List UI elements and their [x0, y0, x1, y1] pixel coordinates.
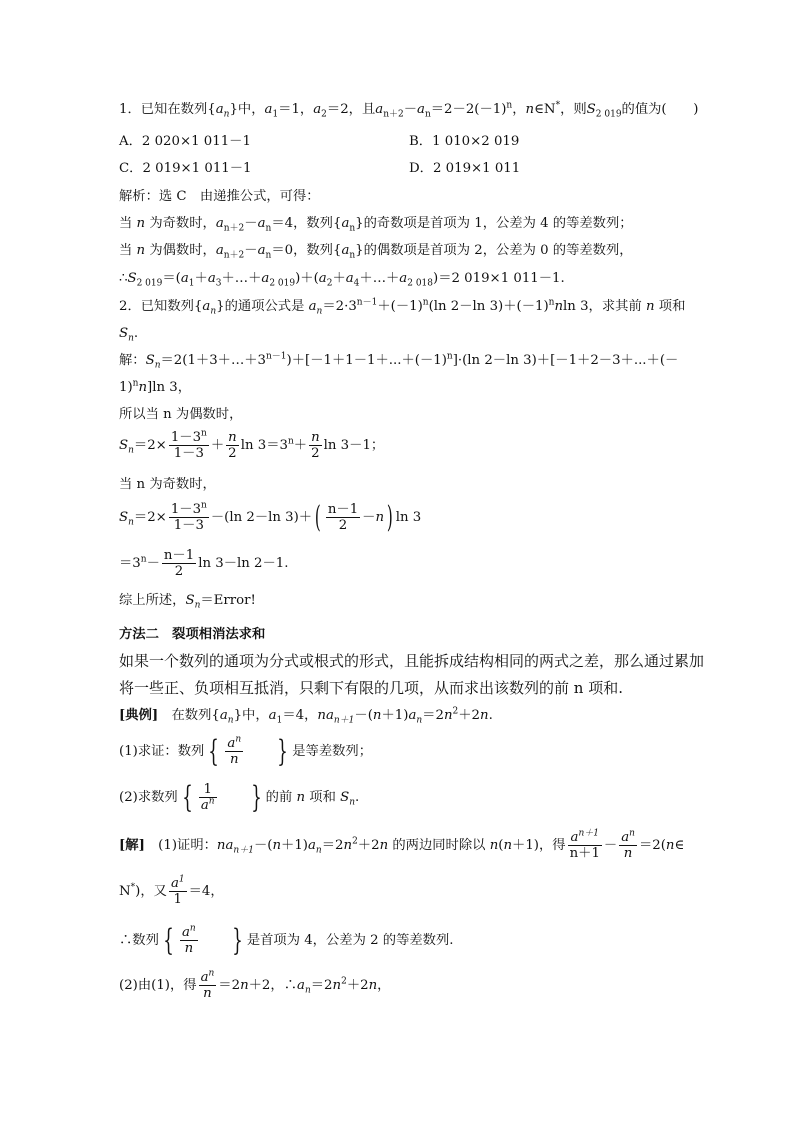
text: ln 3－ln 2－1.	[198, 556, 289, 571]
text: n＋2	[223, 223, 245, 234]
text: n	[208, 796, 215, 807]
solution-line2	[119, 876, 224, 907]
text: (	[498, 838, 504, 853]
fraction	[169, 876, 187, 907]
denominator: 2	[174, 564, 184, 579]
numerator	[180, 925, 198, 941]
text: ∈	[674, 838, 685, 853]
text: a	[257, 216, 266, 231]
text: S	[119, 510, 129, 525]
text: 2 019	[136, 278, 163, 289]
option-d: D．2 019×1 011	[409, 161, 521, 176]
text: a	[375, 102, 384, 117]
text: a	[417, 102, 425, 117]
text: a	[570, 830, 579, 845]
text: n	[128, 445, 134, 456]
text: n	[349, 223, 356, 234]
text: 在数列{	[158, 708, 220, 723]
denominator: 1－3	[173, 446, 204, 461]
q2-stem-line1	[119, 298, 685, 316]
text: ＝2(1＋3＋…＋3	[160, 353, 267, 368]
text: n	[379, 838, 389, 853]
text: n	[525, 102, 535, 117]
text: .	[133, 326, 139, 341]
text: n	[210, 306, 217, 317]
fraction	[568, 830, 602, 861]
text: *	[130, 882, 136, 893]
numerator	[169, 430, 209, 446]
text: ＋…＋	[221, 271, 262, 286]
denominator: n	[623, 846, 633, 861]
numerator: 1	[199, 782, 217, 798]
text: n	[296, 790, 306, 805]
text: 2 019	[595, 109, 622, 120]
even-case-formula	[119, 430, 384, 461]
text: n	[506, 100, 513, 111]
text: ＝2(	[638, 838, 666, 853]
text: a	[264, 102, 273, 117]
text: ＝Error!	[200, 593, 256, 608]
text: n	[138, 380, 148, 395]
q2-stem-line2	[119, 325, 138, 343]
numerator	[169, 876, 187, 892]
text: ＋	[332, 271, 346, 286]
text: )＋(	[295, 271, 319, 286]
example-part1	[119, 733, 373, 769]
text: n	[201, 500, 207, 511]
text: a	[200, 970, 209, 985]
text: n	[128, 333, 134, 344]
text: a	[261, 271, 270, 286]
text: n	[128, 517, 134, 528]
text: ，则	[560, 102, 587, 117]
option-b: B．1 010×2 019	[409, 134, 520, 149]
text: n	[136, 216, 146, 231]
text: ，	[512, 102, 526, 117]
text: ＋	[210, 438, 225, 453]
text: ＋	[194, 271, 208, 286]
text: n	[140, 554, 147, 565]
text: 1	[178, 874, 185, 885]
text: a	[621, 830, 630, 845]
method-para-line1: 如果一个数列的通项为分式或根式的形式，且能拆成结构相同的两式之差，那么通过累加	[119, 652, 705, 670]
text: a	[297, 978, 305, 993]
text: 4	[353, 278, 360, 289]
text: －	[244, 243, 258, 258]
analysis-odd-line	[119, 215, 633, 233]
text: [解]	[119, 838, 145, 853]
numerator: n－1	[163, 548, 195, 563]
text: －(	[253, 838, 273, 853]
text: ＋(－1)	[377, 299, 423, 314]
fraction	[199, 970, 217, 1001]
text: a	[341, 216, 350, 231]
left-paren: (	[315, 499, 321, 535]
text: n	[132, 378, 139, 389]
text: n	[424, 109, 431, 120]
method-heading: 方法二 裂项相消法求和	[119, 627, 266, 642]
text: n	[189, 923, 196, 934]
text: a	[257, 243, 266, 258]
text: n	[315, 845, 322, 856]
text: ＝2	[422, 708, 444, 723]
text: 1	[272, 109, 279, 120]
odd-case-result	[119, 548, 288, 579]
text: n	[489, 838, 499, 853]
denominator: n	[230, 752, 239, 767]
numerator	[225, 736, 243, 752]
text: N	[119, 884, 131, 899]
text: a	[345, 271, 354, 286]
left-brace: {	[163, 922, 174, 958]
solution-line4	[119, 970, 390, 1001]
denominator: n	[184, 941, 194, 956]
text: n＋2	[383, 109, 404, 120]
text: n	[548, 297, 555, 308]
text: a	[170, 876, 179, 891]
text: ∴	[119, 271, 128, 286]
text: ∴数列	[119, 933, 159, 948]
text: n	[208, 968, 215, 979]
text: n	[265, 223, 272, 234]
left-brace: {	[208, 733, 220, 769]
text: 1	[276, 715, 283, 726]
text: 3	[215, 278, 222, 289]
text: }中，	[233, 708, 269, 723]
text: }的偶数项是首项为 2，公差为 0 的等差数列，	[355, 243, 633, 258]
text: a	[307, 838, 316, 853]
analysis-label: 解析：选 C 由递推公式，可得：	[119, 189, 320, 204]
text: n	[194, 600, 201, 611]
text: S	[586, 102, 596, 117]
text: a	[219, 708, 228, 723]
denominator: 2	[228, 446, 237, 461]
text: ＋2，∴	[248, 978, 297, 993]
text: ]ln 3，	[147, 380, 192, 395]
text: 2	[352, 836, 358, 847]
text: n	[480, 708, 489, 723]
text: ＝2	[321, 838, 344, 853]
text: 项和	[305, 790, 341, 805]
text: n＋1	[333, 715, 355, 726]
text: ＋	[293, 438, 308, 453]
right-paren: )	[386, 499, 393, 535]
fraction	[199, 782, 217, 813]
text: －(ln 2－ln 3)＋	[210, 510, 313, 525]
denominator: n	[203, 986, 212, 1001]
text: a	[202, 299, 211, 314]
text: ＝3	[119, 556, 141, 571]
text: a	[308, 299, 317, 314]
text: ＝0，数列{	[271, 243, 342, 258]
text: (ln 2－ln 3)＋(－1)	[428, 299, 549, 314]
text: 综上所述，	[119, 593, 186, 608]
text: a	[215, 216, 224, 231]
denominator	[199, 798, 217, 813]
text: ＝2	[218, 978, 241, 993]
text: ＝2－2(－1)	[430, 102, 507, 117]
fraction	[326, 502, 360, 533]
text: ＝1，	[278, 102, 314, 117]
text: 1)	[119, 380, 133, 395]
option-c: C．2 019×1 011－1	[119, 161, 252, 176]
numerator: n－1	[327, 502, 359, 517]
text: )＝2 019×1 011－1.	[433, 271, 565, 286]
text: 2．已知数列{	[119, 299, 203, 314]
numerator	[199, 970, 217, 986]
text: 是等差数列；	[292, 744, 373, 759]
analysis-sum-line	[119, 270, 565, 288]
text: 的值为( )	[621, 102, 699, 117]
text: ＝2	[310, 978, 333, 993]
fraction	[619, 830, 637, 861]
option-a: A．2 020×1 011－1	[119, 134, 251, 149]
text: a	[408, 708, 417, 723]
text: 为偶数时，	[145, 243, 216, 258]
text: n	[201, 428, 207, 439]
text: a	[268, 708, 277, 723]
text: ＝2，且	[326, 102, 376, 117]
text: 2 019	[269, 278, 296, 289]
text: n	[416, 715, 423, 726]
text: 1	[188, 278, 195, 289]
text: ]·(ln 2－ln 3)＋[－1＋2－3＋...＋(－	[452, 353, 679, 368]
text: n＋1	[578, 828, 599, 839]
text: 为奇数时，	[145, 216, 216, 231]
text: *	[555, 100, 561, 111]
text: ＋2	[357, 838, 380, 853]
text: 2	[452, 706, 459, 717]
text: －	[362, 510, 376, 525]
text: －	[244, 216, 258, 231]
numerator: n	[228, 430, 237, 445]
fraction	[309, 430, 322, 461]
text: }中，	[229, 102, 265, 117]
fraction	[162, 548, 196, 579]
text: 2	[341, 976, 347, 987]
text: na	[317, 708, 334, 723]
text: n	[372, 708, 382, 723]
odd-case-label: 当 n 为奇数时，	[119, 477, 216, 492]
right-brace: }	[277, 733, 288, 769]
text: n	[629, 828, 635, 839]
text: 1－3	[170, 430, 202, 445]
q2-solution-line2	[119, 379, 191, 397]
example-statement	[119, 707, 493, 725]
text: n＋1	[233, 845, 254, 856]
text: ＝(	[162, 271, 181, 286]
text: S	[127, 271, 137, 286]
text: ln 3	[395, 510, 422, 525]
text: ＝4，	[188, 884, 224, 899]
text: n	[349, 250, 356, 261]
text: n＋2	[223, 250, 245, 261]
fraction	[169, 430, 209, 461]
fraction	[225, 736, 243, 767]
text: n	[136, 243, 146, 258]
text: ln 3＝3	[240, 438, 288, 453]
fraction	[169, 502, 209, 533]
text: .	[488, 708, 493, 723]
text: n	[240, 978, 249, 993]
text: (1)证明：	[144, 838, 217, 853]
numerator	[568, 830, 602, 846]
text: 的前	[265, 790, 297, 805]
fraction	[180, 925, 198, 956]
q1-stem	[119, 101, 698, 119]
text: n	[316, 306, 323, 317]
text: n	[375, 510, 385, 525]
text: a	[341, 243, 350, 258]
text: ＝2·3	[322, 299, 357, 314]
text: －	[403, 102, 418, 117]
analysis-even-line	[119, 242, 633, 260]
denominator	[568, 846, 602, 861]
fraction	[226, 430, 239, 461]
text: ＋2	[458, 708, 481, 723]
example-part2	[119, 779, 360, 815]
text: n	[272, 838, 282, 853]
text: a	[200, 798, 209, 813]
text: n	[304, 985, 311, 996]
text: ＋1)	[381, 708, 409, 723]
text: n	[503, 838, 513, 853]
text: ，	[377, 978, 391, 993]
text: (2)求数列	[119, 790, 178, 805]
text: (1)求证：数列	[119, 744, 205, 759]
text: S	[119, 438, 129, 453]
text: ＋1)，得	[512, 838, 566, 853]
text: n＋1	[569, 846, 600, 861]
text: 2	[321, 109, 327, 120]
text: a	[215, 102, 224, 117]
text: n－1	[266, 351, 287, 362]
text: n	[665, 838, 675, 853]
text: ln 3，求其前	[563, 299, 646, 314]
text: S	[340, 790, 350, 805]
text: 解：	[119, 353, 146, 368]
text: ＋1)	[281, 838, 308, 853]
text: n	[443, 708, 453, 723]
text: ＝4，数列{	[271, 216, 342, 231]
text: 的两边同时除以	[388, 838, 490, 853]
text: ＝2×	[133, 510, 167, 525]
text: n	[422, 297, 429, 308]
numerator	[619, 830, 637, 846]
text: na	[216, 838, 234, 853]
text: 当	[119, 216, 137, 231]
text: n	[554, 299, 564, 314]
text: }的奇数项是首项为 1，公差为 4 的等差数列；	[355, 216, 633, 231]
text: 2	[326, 278, 333, 289]
text: ＝4，	[282, 708, 318, 723]
text: n	[154, 360, 161, 371]
text: )，又	[135, 884, 167, 899]
text: n	[235, 734, 242, 745]
text: 1－3	[170, 502, 202, 517]
text: n	[368, 978, 378, 993]
solution-line1	[119, 830, 684, 861]
text: [典例]	[119, 708, 159, 723]
text: a	[399, 271, 408, 286]
solution-line3	[119, 922, 454, 958]
text: 当	[119, 243, 137, 258]
text: －	[603, 838, 618, 853]
denominator: 1	[173, 892, 182, 907]
text: n	[349, 797, 356, 808]
text: n	[265, 250, 272, 261]
text: a	[180, 271, 189, 286]
text: n	[223, 109, 230, 120]
text: n	[446, 351, 453, 362]
right-brace: }	[250, 779, 262, 815]
text: a	[318, 271, 327, 286]
text: ＝2×	[133, 438, 167, 453]
numerator	[169, 502, 209, 518]
summary-line	[119, 592, 256, 610]
q2-solution-line1	[119, 352, 678, 370]
text: 2 018	[407, 278, 433, 289]
text: (2)由(1)，得	[119, 978, 197, 993]
left-brace: {	[182, 779, 193, 815]
right-brace: }	[232, 922, 243, 958]
text: a	[227, 736, 236, 751]
text: a	[181, 925, 190, 940]
method-para-line2: 将一些正、负项相互抵消，只剩下有限的几项，从而求出该数列的前 n 项和.	[119, 679, 623, 697]
text: n	[227, 715, 234, 726]
even-case-label: 所以当 n 为偶数时，	[119, 407, 243, 422]
text: a	[215, 243, 224, 258]
text: a	[313, 102, 322, 117]
text: －	[146, 556, 160, 571]
text: n－1	[356, 297, 378, 308]
odd-case-formula	[119, 499, 422, 535]
text: n	[343, 838, 353, 853]
text: n	[332, 978, 342, 993]
text: ＋2	[346, 978, 369, 993]
numerator: n	[311, 430, 320, 445]
text: n	[645, 299, 655, 314]
text: ln 3－1；	[323, 438, 385, 453]
text: .	[355, 790, 360, 805]
text: n	[287, 436, 294, 447]
text: －(	[354, 708, 373, 723]
text: ∈N	[534, 102, 556, 117]
text: S	[185, 593, 195, 608]
text: 是首项为 4，公差为 2 的等差数列.	[246, 933, 454, 948]
text: 1．已知在数列{	[119, 102, 216, 117]
denominator: 2	[338, 518, 348, 533]
text: a	[207, 271, 216, 286]
text: ＋…＋	[359, 271, 400, 286]
text: S	[119, 326, 129, 341]
denominator: 1－3	[173, 518, 204, 533]
denominator: 2	[311, 446, 320, 461]
text: S	[145, 353, 155, 368]
text: 项和	[654, 299, 686, 314]
text: }的通项公式是	[216, 299, 309, 314]
text: )＋[－1＋1－1＋...＋(－1)	[286, 353, 447, 368]
